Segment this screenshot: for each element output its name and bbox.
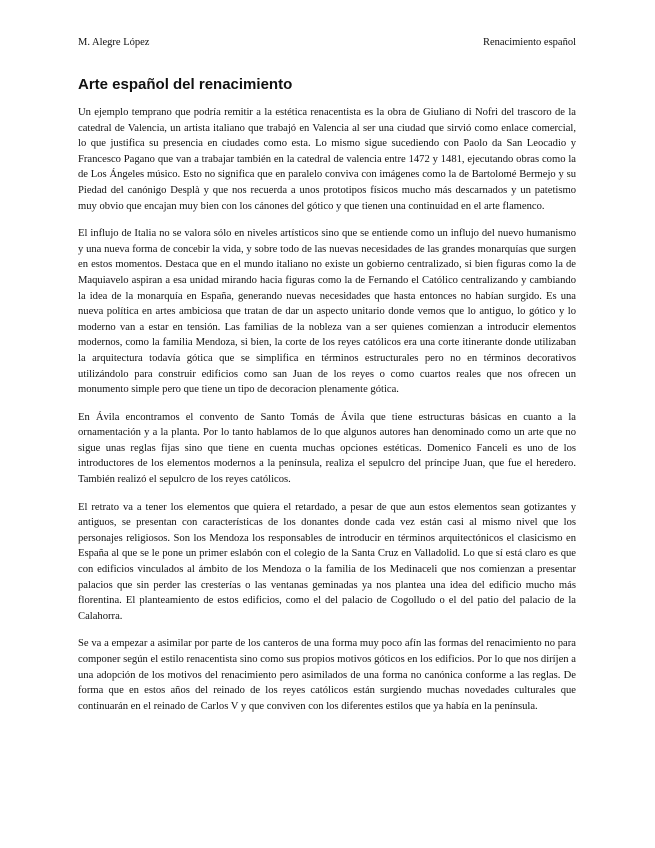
paragraph-1: Un ejemplo temprano que podría remitir a la estética renacentista es la obra de Giuliano di Nofri del trascoro de la catedral de Valencia, un artista italiano que trabajó en Valencia al ser una ciudad que sirvió como enlace comercial, lo que justifica su presencia en ciudades como esta. Lo mismo sigue sucediendo con Paolo da San Leocadio y Francesco Pagano que van a trabajar también en la catedral de valencia entre 1472 y 1481, ejecutando obras como la de Los Ángeles músico. Esto no significa que en paralelo conviva con imágenes como la de Bartolomé Bermejo y su Piedad del canónigo Desplà y que nos recuerda a unos prototipos físicos mucho más descarnados y un patetismo muy obvio que encajan muy bien con los cánones del gótico y que tienen una continuidad en el arte flamenco. <box>78 107 576 212</box>
page-title: Arte español del renacimiento <box>78 76 293 93</box>
paragraph-4: El retrato va a tener los elementos que quiera el retardado, a pesar de que aun estos elementos sean gotizantes y antiguos, se presentan con características de los donantes donde cada vez están casi al mismo nivel que los personajes religiosos. Son los Mendoza los responsables de introducir en términos arquitectónicos el clasicismo en España al que se le pone un primer eslabón con el colegio de la Santa Cruz en Valladolid. Lo que sí está claro es que con edificios vinculados al ámbito de los Mendoza o la familia de los Medinaceli que nos comienzan a presentar palacios que sin perder las cresterías o las ventanas geminadas ya nos plantea una idea del edificio mucho más florentina. El planteamiento de estos edificios, como el del palacio de Cogolludo o el del patio del palacio de la Calahorra. <box>78 501 576 622</box>
paragraph-5: Se va a empezar a asimilar por parte de los canteros de una forma muy poco afín las formas del renacimiento no para componer según el estilo renacentista sino como sus propios motivos góticos en los edificios. Por lo que nos diríjen a una adopción de los motivos del renacimiento pero asimilados de una forma no canónica conforme a las reglas. De forma que en estos años del reinado de los reyes católicos están surgiendo muchas novedades culturales que continuarán en el reinado de Carlos V y que conviven con los diferentes estilos que ya había en la península. <box>78 638 576 712</box>
paragraph-2: El influjo de Italia no se valora sólo en niveles artísticos sino que se entiende como un influjo del nuevo humanismo y una nueva forma de concebir la vida, y sobre todo de las nuevas necesidades de las grandes monarquías que surgen en estos momentos. Destaca que en el mundo italiano no existe un gobierno centralizado, si bien figuras como la de Maquiavelo aspiran a esa unidad mirando hacia figuras como la de Fernando el Católico centralizando y cambiando la idea de la monarquía en España, generando nuevas necesidades que hasta entonces no habían surgido. Es una nueva política en artes ambiciosa que tratan de dar un aspecto unitario donde vemos que lo antiguo, lo gótico y lo moderno van a estar en tensión. Las familias de la nobleza van a ser quienes comienzan a introducir elementos modernos, como la familia Mendoza, si bien, la corte de los reyes católicos era una corte itinerante donde utilizaban la arquitectura todavía gótica que se simplifica en términos estructurales pero no en términos decorativos utilizándolo para construir edificios como san Juan de los reyes o como cuartos reales que nos ofrecen un monumento simple pero que tiene un tipo de decoracion plenamente gótica. <box>78 228 576 396</box>
header-author: M. Alegre López <box>78 37 150 48</box>
header-running-title: Renacimiento español <box>482 37 576 48</box>
running-header <box>78 37 576 53</box>
paragraph-3: En Ávila encontramos el convento de Santo Tomás de Ávila que tiene estructuras básicas en cuanto a la ornamentación y a la planta. Por lo tanto hablamos de lo que algunos autores han denominado como un arte que no sigue unas reglas fijas sino que tiene en cuenta muchas opciones estéticas. Domenico Fanceli es uno de los introductores de los elementos modernos a la península, realiza el sepulcro del príncipe Juan, que fue el heredero. También realizó el sepulcro de los reyes católicos. <box>78 411 576 486</box>
body-text <box>78 105 576 726</box>
